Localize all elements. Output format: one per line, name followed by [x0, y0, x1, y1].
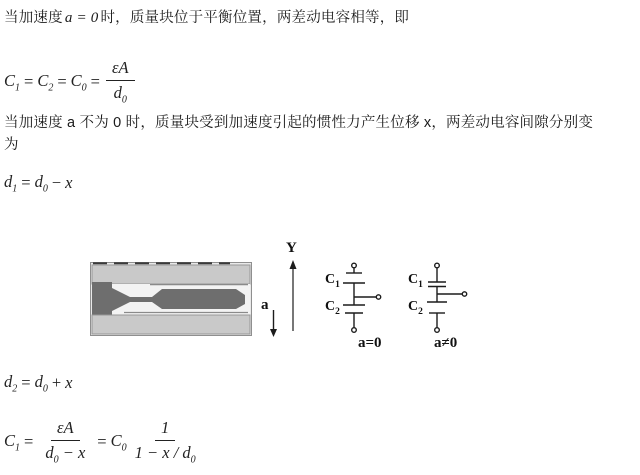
paragraph-text: 当加速度: [4, 10, 63, 26]
math-term: [37, 71, 53, 93]
sensor-structure-image: [90, 262, 252, 336]
top-terminal: [352, 263, 357, 268]
math-base: C: [325, 272, 336, 287]
fraction-numerator: εA: [106, 58, 135, 81]
math-base: d: [182, 443, 191, 462]
math-sub: 1: [15, 441, 21, 453]
equals-sign: =: [24, 71, 34, 91]
math-base: C: [70, 70, 82, 90]
fraction-denominator: [39, 441, 91, 465]
math-base: d: [45, 443, 54, 462]
fraction-denominator: [108, 81, 133, 105]
equals-sign: =: [57, 71, 67, 91]
math-sub: 0: [42, 383, 48, 395]
formula-gap-two: [4, 372, 72, 394]
math-sub: 1: [418, 279, 423, 290]
capacitor-c1-label: [408, 272, 423, 290]
paragraph-line: 为: [4, 137, 19, 153]
math-base: d: [4, 172, 13, 191]
fraction-numerator: 1: [155, 418, 175, 441]
math-sub: 0: [121, 441, 127, 453]
math-sub: 2: [12, 383, 18, 395]
fraction: [39, 418, 91, 465]
math-base: C: [408, 272, 419, 287]
math-rest: 1 − x /: [134, 443, 179, 462]
math-base: C: [325, 299, 336, 314]
equals-sign: =: [24, 431, 34, 451]
math-variable: x: [65, 173, 73, 193]
capacitor-circuit-a-nonzero: [405, 260, 477, 356]
math-sub: 1: [15, 81, 21, 93]
fraction-denominator: [129, 441, 202, 465]
math-term: [4, 431, 20, 453]
math-sub: 1: [12, 183, 18, 195]
math-base: C: [37, 70, 49, 90]
math-base: C: [4, 430, 16, 450]
fraction: [129, 418, 202, 465]
formula-c1-displaced: [4, 418, 204, 465]
math-base: C: [408, 299, 419, 314]
equals-sign: =: [21, 173, 31, 193]
math-base: d: [113, 83, 122, 102]
paragraph-text: 时，质量块位于平衡位置，两差动电容相等，即: [100, 10, 410, 26]
formula-gap-one: [4, 172, 72, 194]
fraction: [106, 58, 135, 105]
bottom-terminal: [435, 328, 440, 333]
lower-electrode-band: [92, 315, 250, 334]
acceleration-arrow-down-icon: [269, 310, 279, 338]
middle-terminal: [376, 295, 380, 299]
fraction-numerator: εA: [51, 418, 80, 441]
capacitor-circuit-a-zero: [322, 260, 394, 356]
equals-sign: =: [21, 373, 31, 393]
capacitor-c2-label: [408, 299, 423, 317]
formula-capacitance-equal: [4, 58, 137, 105]
math-sub: 0: [190, 454, 196, 466]
math-term: [35, 172, 48, 194]
plus-sign: +: [51, 373, 62, 393]
math-base: d: [34, 372, 43, 391]
math-rest: − x: [62, 443, 86, 462]
capacitor-c2-label: [325, 299, 340, 317]
bottom-terminal: [352, 328, 357, 333]
math-sub: 0: [121, 94, 127, 106]
equals-sign: =: [97, 431, 107, 451]
y-axis-label: Y: [286, 240, 297, 256]
circuit-caption-a-zero: a=0: [358, 335, 382, 351]
minus-sign: −: [51, 173, 62, 193]
inline-math-a-equals-0: a = 0: [64, 10, 99, 26]
math-term: [111, 431, 127, 453]
paragraph-displacement: [4, 112, 640, 156]
math-base: C: [4, 70, 16, 90]
math-base: d: [34, 172, 43, 191]
math-term: [4, 372, 17, 394]
equals-sign: =: [90, 71, 100, 91]
math-term: [71, 71, 87, 93]
top-terminal: [435, 263, 440, 268]
math-sub: 2: [335, 306, 340, 317]
math-sub: 0: [81, 81, 87, 93]
math-base: C: [110, 430, 122, 450]
paragraph-equilibrium: [4, 7, 636, 29]
math-term: [35, 372, 48, 394]
upper-electrode-band: [92, 265, 250, 284]
math-sub: 2: [48, 81, 54, 93]
circuit-caption-a-nonzero: a≠0: [434, 335, 458, 351]
middle-terminal: [462, 292, 466, 296]
math-base: d: [4, 372, 13, 391]
math-sub: 0: [42, 183, 48, 195]
math-term: [4, 71, 20, 93]
math-sub: 2: [418, 306, 423, 317]
paragraph-line: 当加速度 a 不为 0 时，质量块受到加速度引起的惯性力产生位移 x，两差动电容间隙分别变: [4, 115, 594, 131]
math-variable: x: [65, 373, 73, 393]
math-term: [4, 172, 17, 194]
math-sub: 1: [335, 279, 340, 290]
y-axis-arrow-up-icon: [286, 260, 300, 332]
math-sub: 0: [53, 454, 59, 466]
capacitor-c1-label: [325, 272, 340, 290]
acceleration-label: a: [261, 297, 269, 313]
